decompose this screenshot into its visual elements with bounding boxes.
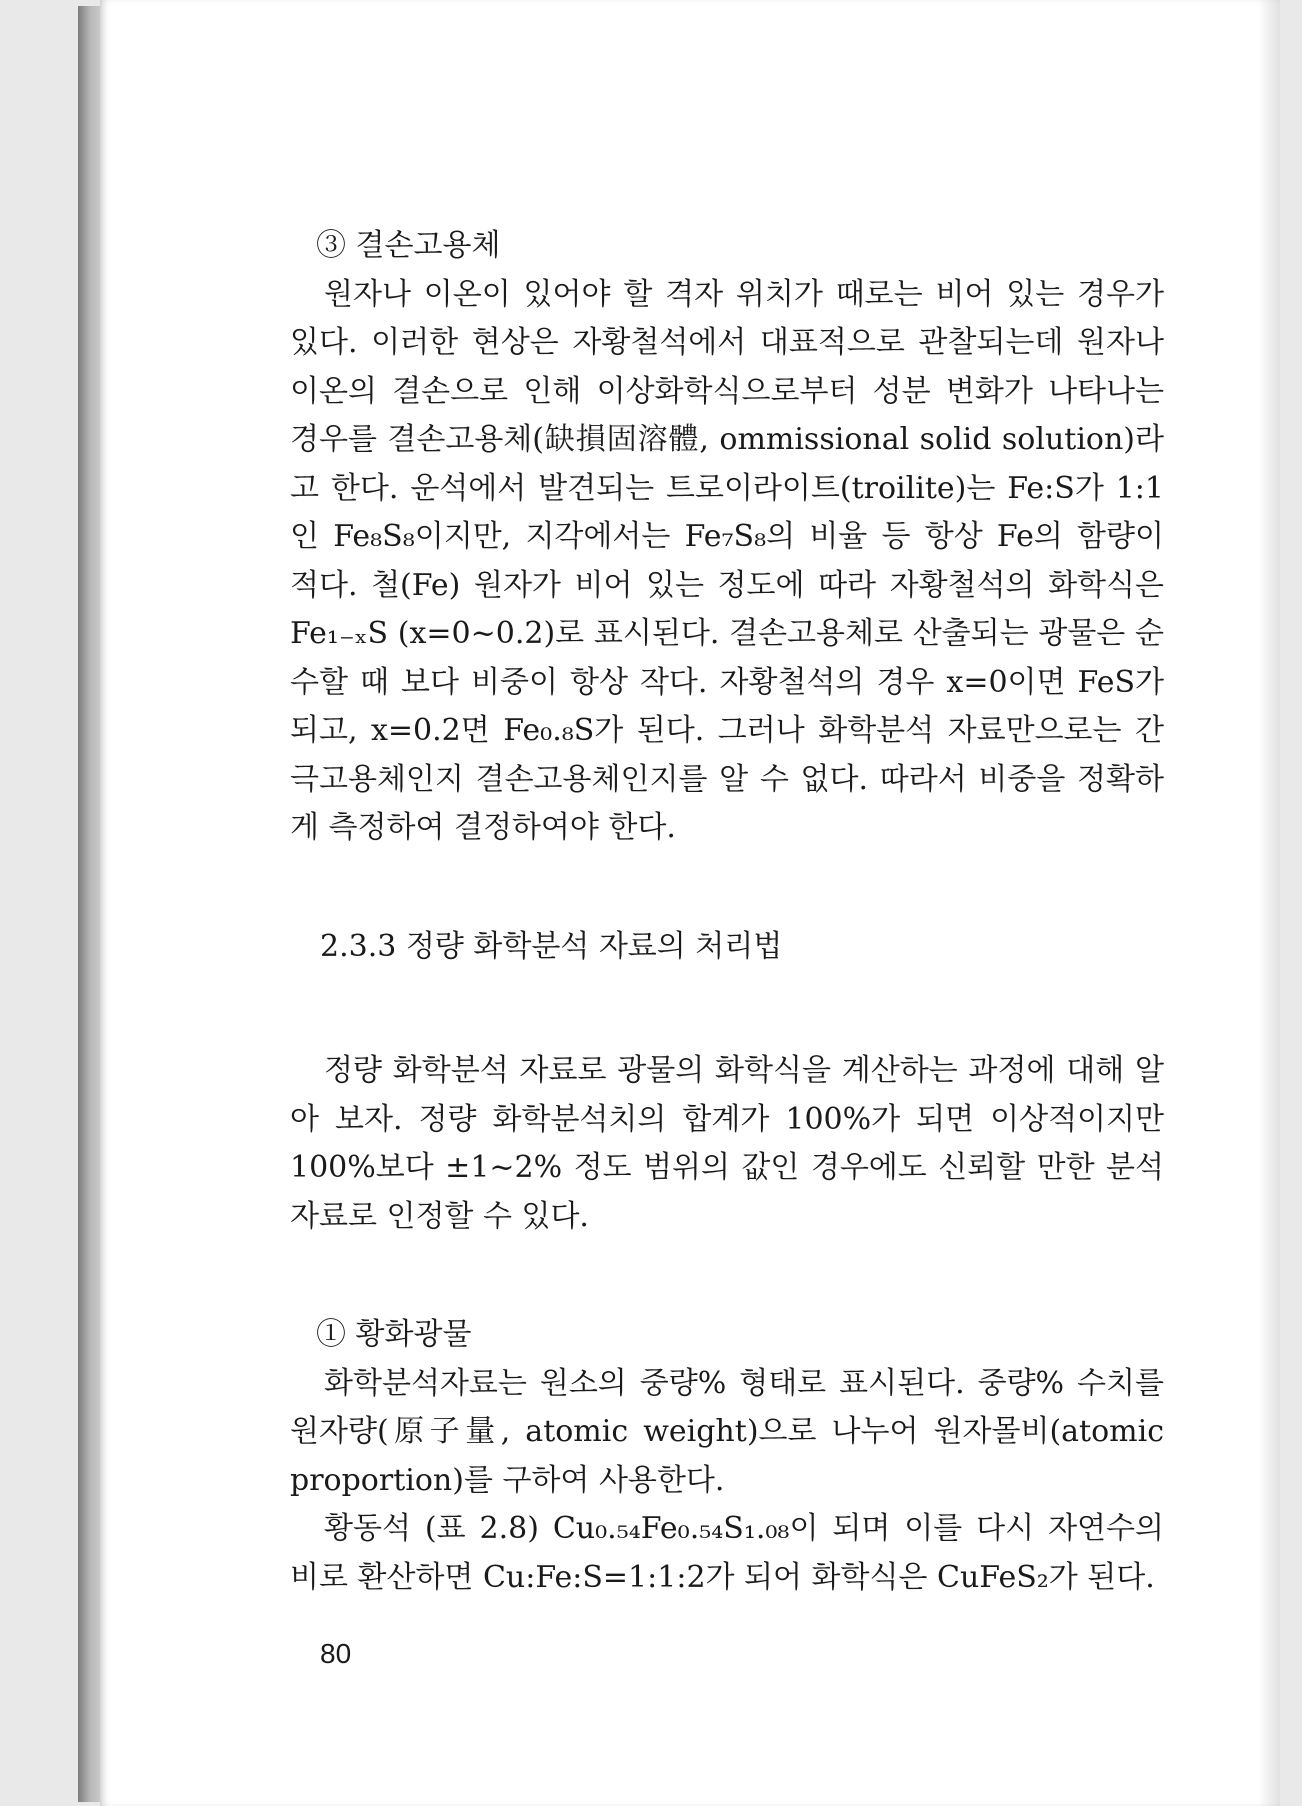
paragraph-defect-solid-solution: 원자나 이온이 있어야 할 격자 위치가 때로는 비어 있는 경우가 있다. 이러한 현상은 자황철석에서 대표적으로 관찰되는데 원자나 이온의 결손으로 인해 이상화학식으로부터 성분 변화가 나타나는 경우를 결손고용체(缺損固溶體, ommissional solid solution)라고 한다. 운석에서 발견되는 트로이라이트(troilite)는 Fe:S가 1:1인 Fe₈S₈이지만, 지각에서는 Fe₇S₈의 비율 등 항상 Fe의 함량이 적다. 철(Fe) 원자가 비어 있는 정도에 따라 자황철석의 화학식은 Fe₁₋ₓS (x=0~0.2)로 표시된다. 결손고용체로 산출되는 광물은 순수할 때 보다 비중이 항상 작다. 자황철석의 경우 x=0이면 FeS가 되고, x=0.2면 Fe₀.₈S가 된다. 그러나 화학분석 자료만으로는 간극고용체인지 결손고용체인지를 알 수 없다. 따라서 비중을 정확하게 측정하여 결정하여야 한다.: [290, 276, 1164, 845]
subsection-heading-defect-solid-solution: ③ 결손고용체: [316, 228, 501, 263]
paragraph-sulfide-1: 화학분석자료는 원소의 중량% 형태로 표시된다. 중량% 수치를 원자량(原子量, atomic weight)으로 나누어 원자몰비(atomic proportion)를 구하여 사용한다.: [290, 1365, 1164, 1498]
section-heading: 2.3.3 정량 화학분석 자료의 처리법: [320, 928, 783, 964]
page-content: [290, 222, 1164, 1602]
subsection-heading-sulfide-minerals: ① 황화광물: [316, 1317, 472, 1352]
paragraph-sulfide-2: 황동석 (표 2.8) Cu₀.₅₄Fe₀.₅₄S₁.₀₈이 되며 이를 다시 자연수의 비로 환산하면 Cu:Fe:S=1:1:2가 되어 화학식은 CuFeS₂가 된다.: [290, 1511, 1164, 1595]
page-number: 80: [320, 1638, 352, 1669]
page-edge-shadow: [1258, 0, 1280, 1806]
paragraph-section-intro: 정량 화학분석 자료로 광물의 화학식을 계산하는 과정에 대해 알아 보자. 정량 화학분석치의 합계가 100%가 되면 이상적이지만 100%보다 ±1~2% 정도 범위의 값인 경우에도 신뢰할 만한 분석 자료로 인정할 수 있다.: [290, 1053, 1164, 1234]
